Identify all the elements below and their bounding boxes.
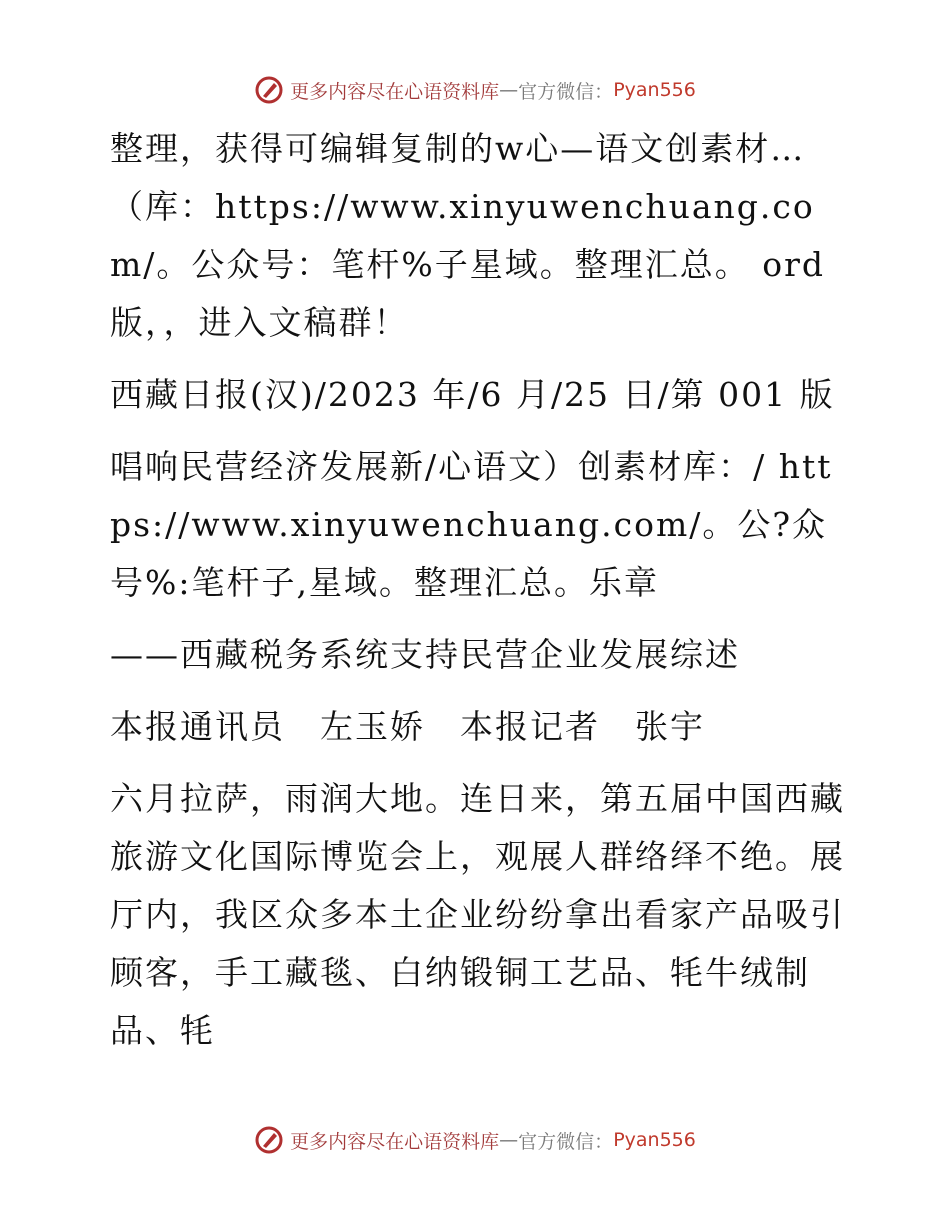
- watermark-id: Pyan556: [613, 79, 696, 101]
- watermark-id: Pyan556: [613, 1129, 696, 1151]
- byline: 本报通讯员 左玉娇 本报记者 张宇: [110, 707, 705, 746]
- watermark-text: 更多内容尽在心语资料库: [290, 1130, 500, 1153]
- watermark-separator: —: [499, 1129, 519, 1151]
- intro-paragraph: 整理，获得可编辑复制的w心—语文创素材…（库：https://www.xinyuwenchuang.com/。公众号：笔杆%子星域。整理汇总。 ord版，，进入文稿群！: [110, 129, 826, 342]
- watermark-text: 更多内容尽在心语资料库: [290, 80, 500, 103]
- article-subtitle: ——西藏税务系统支持民营企业发展综述: [110, 635, 740, 674]
- body-paragraph: 六月拉萨，雨润大地。连日来，第五届中国西藏旅游文化国际博览会上，观展人群络绎不绝。展厅内，我区众多本土企业纷纷拿出看家产品吸引顾客，手工藏毯、白纳锻铜工艺品、牦牛绒制品、牦: [110, 779, 845, 1050]
- document-body: [98, 120, 854, 1060]
- watermark-footer: [0, 1120, 950, 1160]
- source-line: 西藏日报(汉)/2023 年/6 月/25 日/第 001 版: [110, 375, 835, 414]
- article-title: 唱响民营经济发展新/心语文）创素材库：/ https://www.xinyuwenchuang.com/。公?众号%:笔杆子,星域。整理汇总。乐章: [110, 447, 833, 602]
- watermark-separator: —: [499, 79, 519, 101]
- watermark-label: 官方微信：: [518, 1130, 614, 1153]
- watermark-header: [0, 70, 950, 110]
- watermark-label: 官方微信：: [518, 80, 614, 103]
- pen-logo-icon: [254, 1125, 284, 1155]
- pen-logo-icon: [254, 75, 284, 105]
